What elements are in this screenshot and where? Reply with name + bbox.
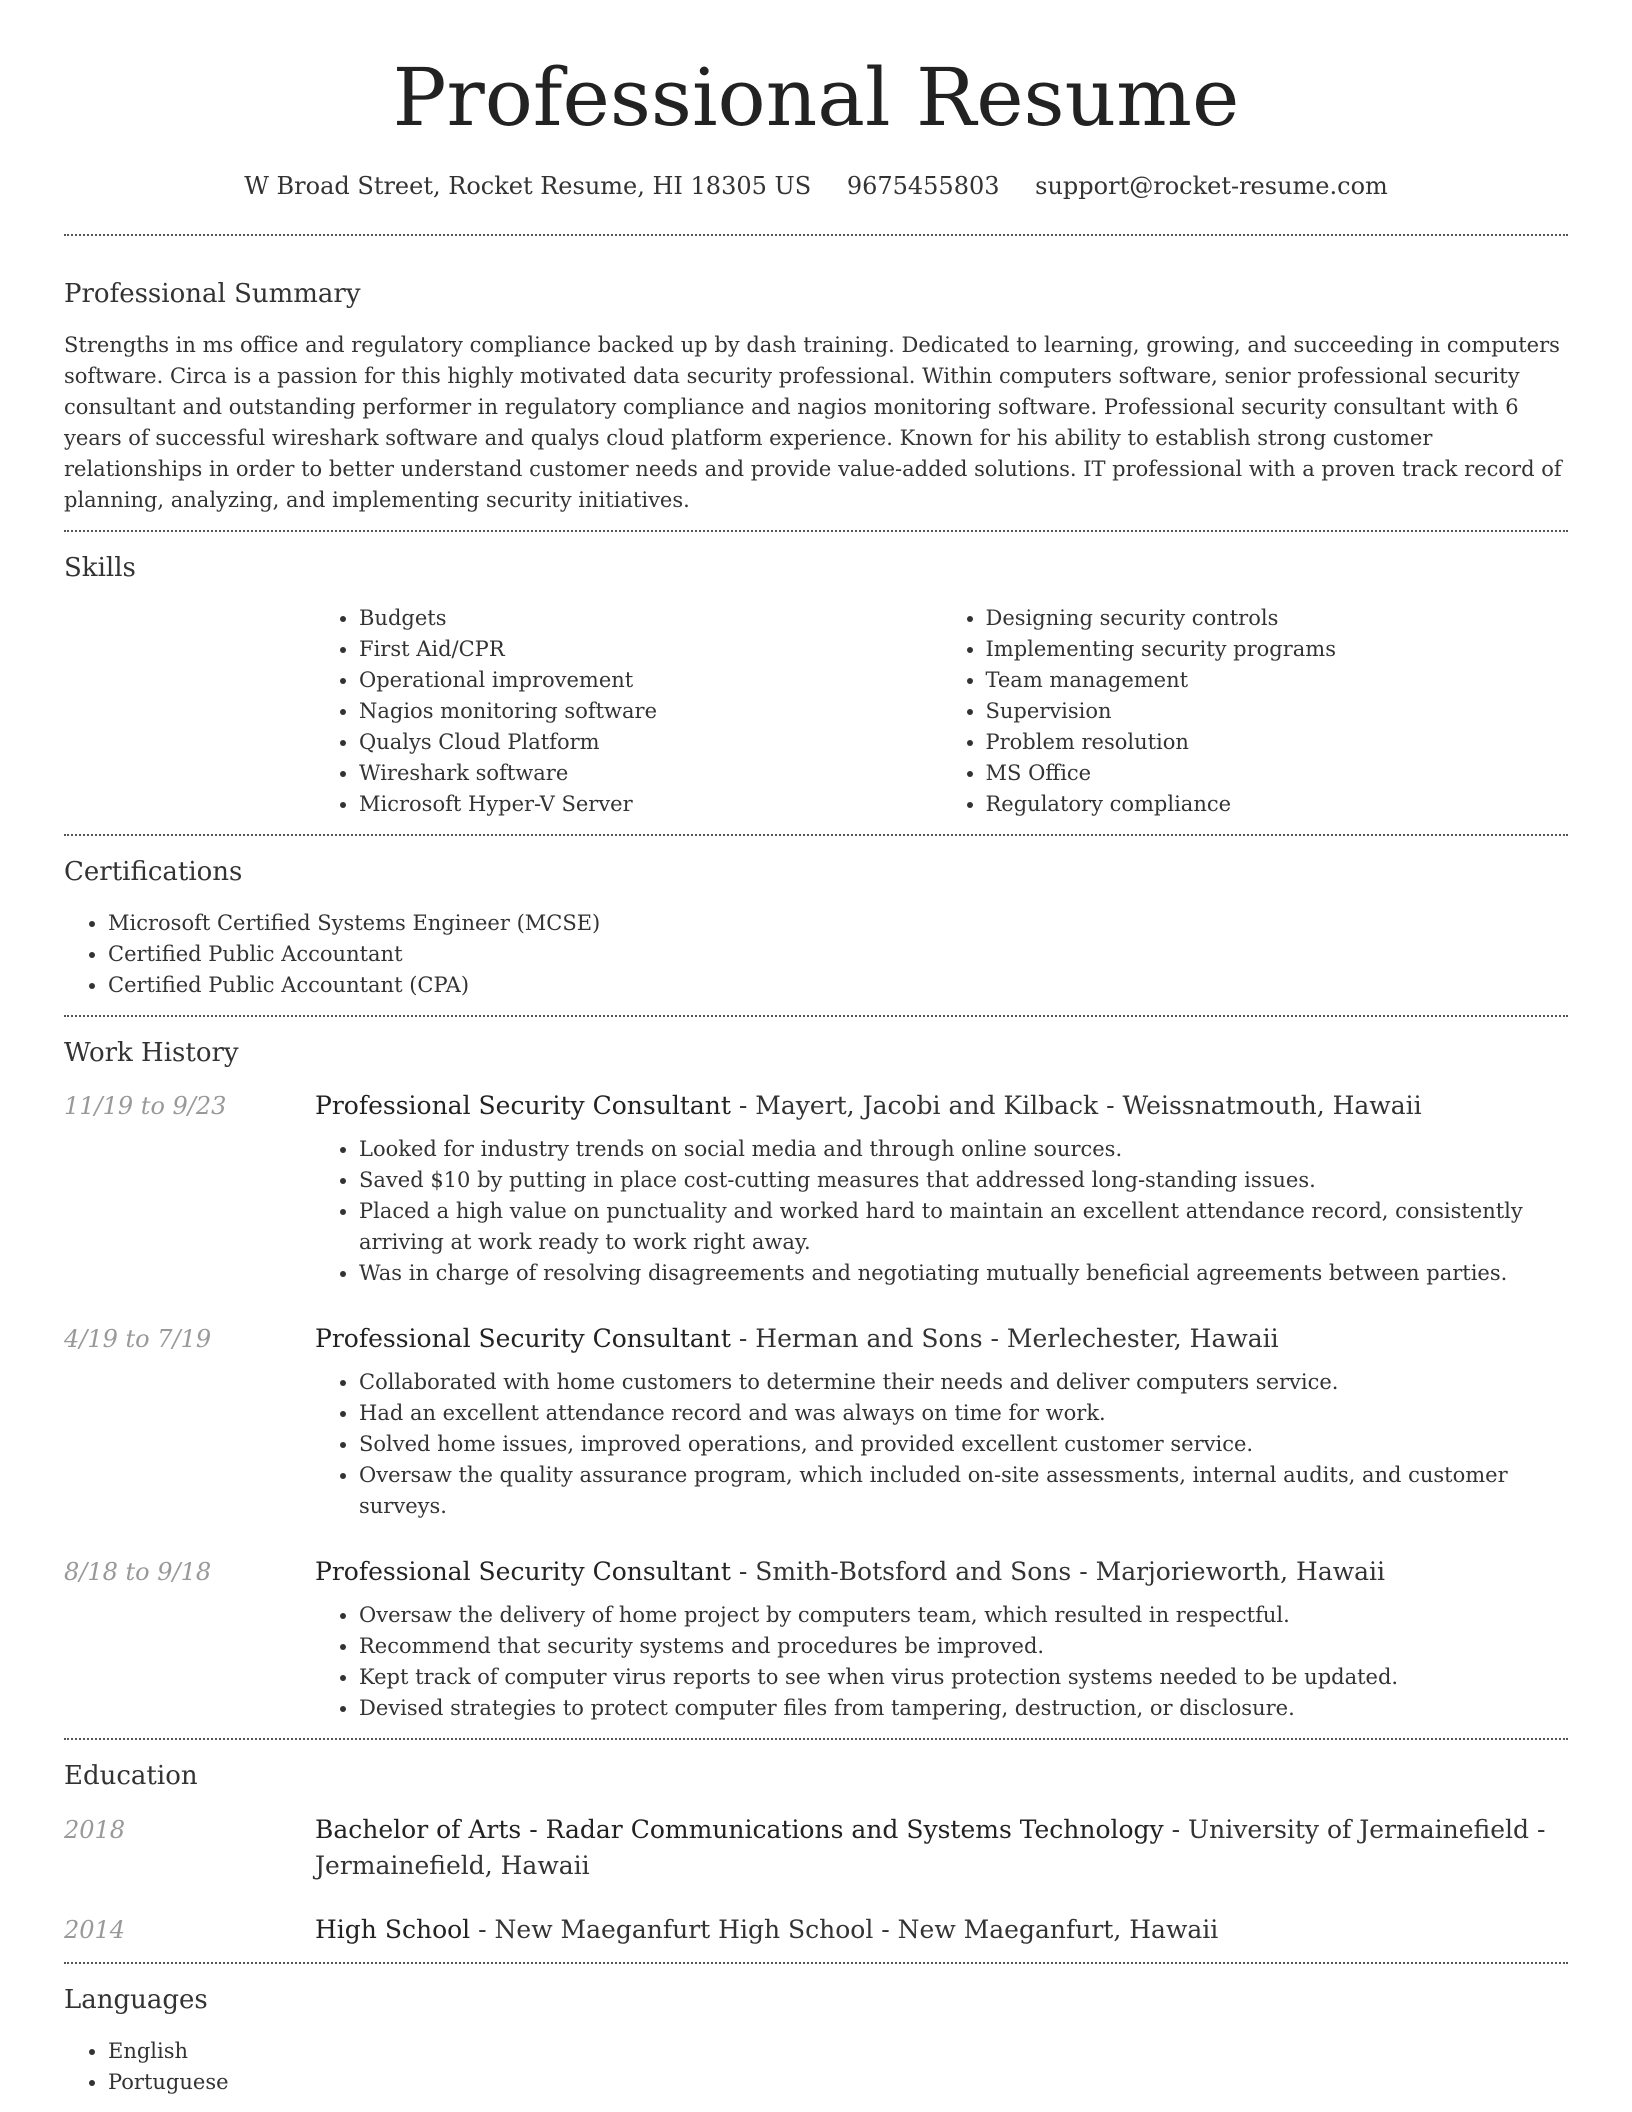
skill-item: • Wireshark software — [359, 758, 942, 789]
work-bullet: • Was in charge of resolving disagreements and negotiating mutually beneficial agreements between parties. — [359, 1258, 1568, 1289]
skill-item: • Designing security controls — [986, 603, 1569, 634]
work-bullet: • Oversaw the delivery of home project by computers team, which resulted in respectful. — [359, 1600, 1568, 1631]
work-bullets — [315, 1367, 1568, 1522]
languages-section — [64, 1964, 1568, 2112]
work-entry — [64, 1554, 1568, 1724]
skill-item: • Nagios monitoring software — [359, 696, 942, 727]
skill-item: • Implementing security programs — [986, 634, 1569, 665]
contact-line — [64, 172, 1568, 200]
work-bullets — [315, 1134, 1568, 1289]
contact-phone: 9675455803 — [846, 172, 1000, 200]
work-bullet: • Saved $10 by putting in place cost-cutting measures that addressed long-standing issues. — [359, 1165, 1568, 1196]
skill-item: • Budgets — [359, 603, 942, 634]
skill-item: • Operational improvement — [359, 665, 942, 696]
certification-item: • Microsoft Certified Systems Engineer (MCSE) — [108, 908, 1568, 939]
work-entry — [64, 1088, 1568, 1289]
work-dates: 8/18 to 9/18 — [64, 1558, 212, 1587]
education-year: 2018 — [64, 1815, 126, 1844]
contact-email: support@rocket-resume.com — [1035, 172, 1388, 200]
work-bullet: • Placed a high value on punctuality and worked hard to maintain an excellent attendance record, consistently arriving at work ready to work right away. — [359, 1196, 1568, 1258]
education-entry — [64, 1812, 1568, 1884]
skills-columns — [315, 603, 1568, 820]
degree: High School — [315, 1914, 471, 1944]
skill-item: • Supervision — [986, 696, 1569, 727]
section-title: Work History — [64, 1037, 239, 1068]
work-bullet: • Kept track of computer virus reports to see when virus protection systems needed to be updated. — [359, 1662, 1568, 1693]
education-year: 2014 — [64, 1915, 126, 1944]
job-employer: - Herman and Sons - Merlechester, Hawaii — [730, 1324, 1279, 1354]
job-role: Professional Security Consultant — [315, 1324, 731, 1354]
work-bullet: • Oversaw the quality assurance program, which included on-site assessments, internal audits, and customer surveys. — [359, 1460, 1568, 1522]
skill-item: • Microsoft Hyper-V Server — [359, 789, 942, 820]
job-employer: - Smith-Botsford and Sons - Marjorieworth, Hawaii — [730, 1557, 1386, 1587]
education-entry — [64, 1912, 1568, 1948]
skill-item: • Regulatory compliance — [986, 789, 1569, 820]
school: - New Maeganfurt High School - New Maeganfurt, Hawaii — [470, 1914, 1219, 1944]
education-section — [64, 1740, 1568, 1962]
education-title — [315, 1812, 1568, 1884]
certifications-list — [64, 908, 1568, 1001]
skill-item: • Qualys Cloud Platform — [359, 727, 942, 758]
work-bullet: • Recommend that security systems and procedures be improved. — [359, 1631, 1568, 1662]
work-dates: 11/19 to 9/23 — [64, 1092, 227, 1121]
job-employer: - Mayert, Jacobi and Kilback - Weissnatmouth, Hawaii — [730, 1091, 1422, 1121]
degree: Bachelor of Arts - Radar Communications and Systems Technology — [315, 1814, 1164, 1844]
job-role: Professional Security Consultant — [315, 1091, 731, 1121]
school: - University of Jermainefield - Jermainefield, Hawaii — [315, 1814, 1546, 1880]
resume-name: Professional Resume — [392, 51, 1240, 144]
section-title: Professional Summary — [64, 279, 361, 309]
certification-item: • Certified Public Accountant — [108, 939, 1568, 970]
work-bullet: • Looked for industry trends on social media and through online sources. — [359, 1134, 1568, 1165]
section-title: Education — [64, 1761, 198, 1792]
certification-item: • Certified Public Accountant (CPA) — [108, 970, 1568, 1001]
work-bullet: • Devised strategies to protect computer files from tampering, destruction, or disclosure. — [359, 1693, 1568, 1724]
education-title — [315, 1912, 1568, 1948]
work-title — [315, 1554, 1568, 1590]
languages-list — [64, 2036, 1568, 2098]
contact-address: W Broad Street, Rocket Resume, HI 18305 US — [244, 172, 812, 200]
work-title — [315, 1321, 1568, 1357]
section-title: Languages — [64, 1984, 208, 2015]
skill-item: • MS Office — [986, 758, 1569, 789]
certifications-section — [64, 836, 1568, 1015]
skills-list-left — [315, 603, 942, 820]
work-title — [315, 1088, 1568, 1124]
resume-header — [64, 0, 1568, 200]
work-dates: 4/19 to 7/19 — [64, 1325, 212, 1354]
work-bullet: • Collaborated with home customers to determine their needs and deliver computers service. — [359, 1367, 1568, 1398]
section-title: Skills — [64, 552, 136, 583]
skill-item: • First Aid/CPR — [359, 634, 942, 665]
skills-section — [64, 532, 1568, 835]
work-entry — [64, 1321, 1568, 1522]
skill-item: • Team management — [986, 665, 1569, 696]
work-bullets — [315, 1600, 1568, 1724]
job-role: Professional Security Consultant — [315, 1557, 731, 1587]
summary-text: Strengths in ms office and regulatory compliance backed up by dash training. Dedicated to learning, growing, and succeeding in computers software. Circa is a passion for this highly motivated data security professional. Within computers software, senior professional security consultant and outstanding performer in regulatory compliance and nagios monitoring software. Professional security consultant with 6 years of successful wireshark software and qualys cloud platform experience. Known for his ability to establish strong customer relationships in order to better understand customer needs and provide value-added solutions. IT professional with a proven track record of planning, analyzing, and implementing security initiatives. — [64, 332, 1562, 512]
skill-item: • Problem resolution — [986, 727, 1569, 758]
language-item: • English — [108, 2036, 1568, 2067]
section-title: Certifications — [64, 857, 243, 888]
summary-section — [64, 236, 1568, 530]
work-bullet: • Had an excellent attendance record and was always on time for work. — [359, 1398, 1568, 1429]
work-history-section — [64, 1017, 1568, 1739]
language-item: • Portuguese — [108, 2067, 1568, 2098]
work-bullet: • Solved home issues, improved operations, and provided excellent customer service. — [359, 1429, 1568, 1460]
skills-list-right — [942, 603, 1569, 820]
